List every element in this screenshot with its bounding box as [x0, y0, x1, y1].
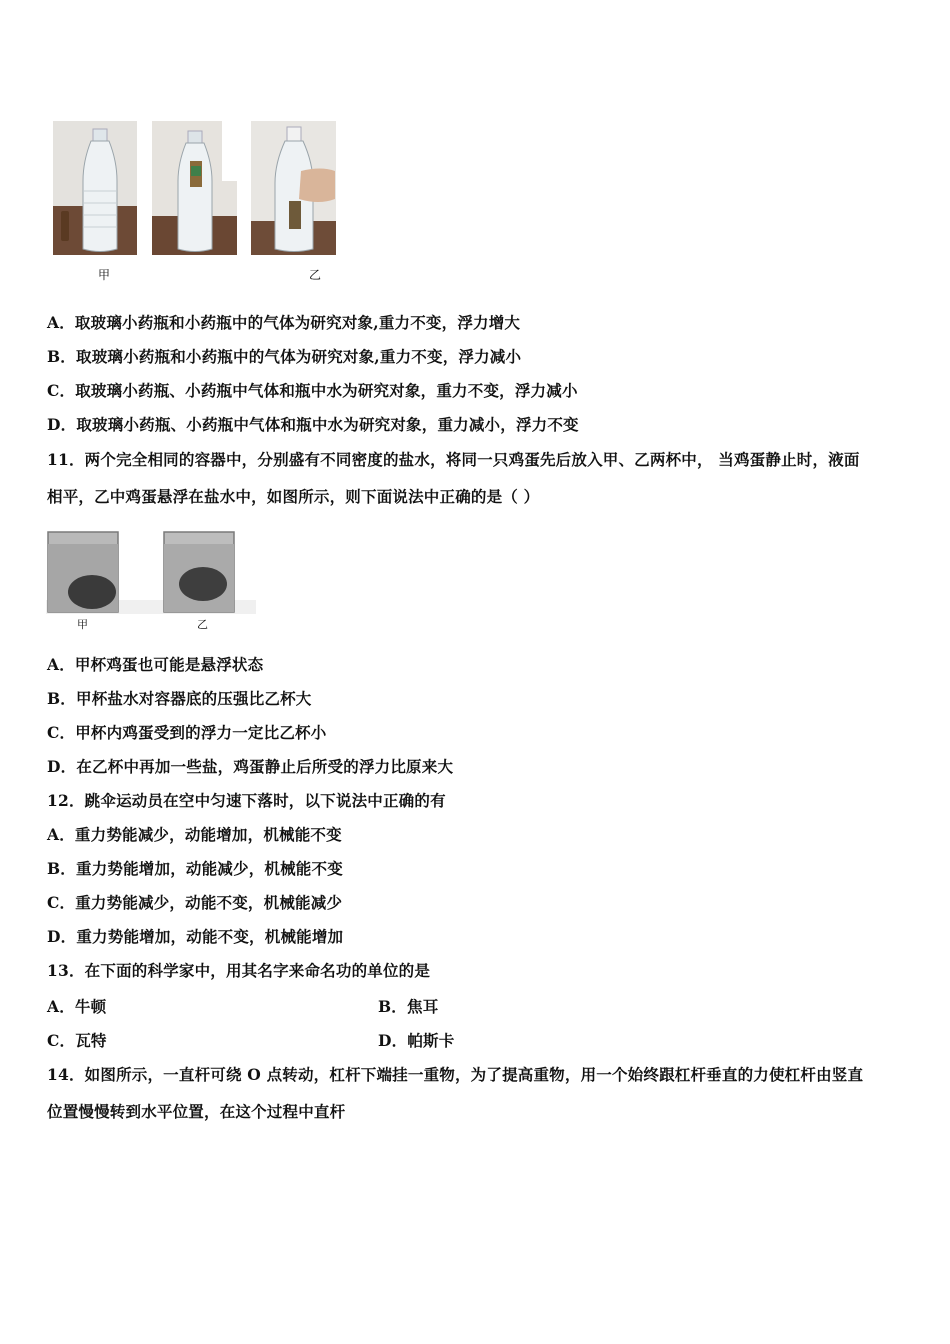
- q14-stem-line2: 位置慢慢转到水平位置，在这个过程中直杆: [47, 1102, 346, 1121]
- beaker-caption-yi: 乙: [197, 618, 208, 631]
- q12-option-a: A．重力势能减少，动能增加，机械能不变: [47, 825, 342, 844]
- q12-option-c: C．重力势能减少，动能不变，机械能减少: [47, 893, 343, 912]
- q11-option-a: A．甲杯鸡蛋也可能是悬浮状态: [47, 655, 264, 674]
- q11-option-c: C．甲杯内鸡蛋受到的浮力一定比乙杯小: [47, 723, 327, 742]
- q10-option-c: C．取玻璃小药瓶、小药瓶中气体和瓶中水为研究对象，重力不变，浮力减小: [47, 381, 578, 400]
- q13-option-d: D．帕斯卡: [378, 1031, 455, 1050]
- q12-option-d: D．重力势能增加，动能不变，机械能增加: [47, 927, 344, 946]
- beaker-figure: [46, 530, 256, 620]
- q10-option-b: B．取玻璃小药瓶和小药瓶中的气体为研究对象,重力不变，浮力减小: [47, 347, 522, 366]
- q10-option-d: D．取玻璃小药瓶、小药瓶中气体和瓶中水为研究对象，重力减小，浮力不变: [47, 415, 579, 434]
- figure1-caption-yi: 乙: [309, 268, 322, 282]
- q13-option-c: C．瓦特: [47, 1031, 107, 1050]
- q14-stem-line1: 14．如图所示，一直杆可绕 O 点转动，杠杆下端挂一重物，为了提高重物，用一个始终跟杠杆垂直的力使杠杆由竖直: [47, 1065, 864, 1084]
- q13-option-a: A．牛顿: [47, 997, 107, 1016]
- beaker-caption-jia: 甲: [77, 618, 88, 631]
- q13-stem: 13．在下面的科学家中，用其名字来命名功的单位的是: [47, 961, 431, 980]
- bottle-photo-2: [152, 121, 237, 255]
- q12-stem: 12．跳伞运动员在空中匀速下落时，以下说法中正确的有: [47, 791, 446, 810]
- bottle-photo-1: [53, 121, 137, 255]
- bottle-photo-3: [251, 121, 336, 255]
- q10-option-a: A．取玻璃小药瓶和小药瓶中的气体为研究对象,重力不变，浮力增大: [47, 313, 521, 332]
- q13-option-b: B．焦耳: [378, 997, 439, 1016]
- q12-option-b: B．重力势能增加，动能减少，机械能不变: [47, 859, 343, 878]
- q11-stem-line2: 相平，乙中鸡蛋悬浮在盐水中，如图所示，则下面说法中正确的是（ ）: [47, 487, 540, 506]
- q11-stem-line1: 11．两个完全相同的容器中，分别盛有不同密度的盐水，将同一只鸡蛋先后放入甲、乙两杯中， 当鸡蛋静止时，液面: [47, 450, 860, 469]
- q11-option-d: D．在乙杯中再加一些盐，鸡蛋静止后所受的浮力比原来大: [47, 757, 454, 776]
- figure1-caption-jia: 甲: [98, 268, 111, 282]
- q11-option-b: B．甲杯盐水对容器底的压强比乙杯大: [47, 689, 312, 708]
